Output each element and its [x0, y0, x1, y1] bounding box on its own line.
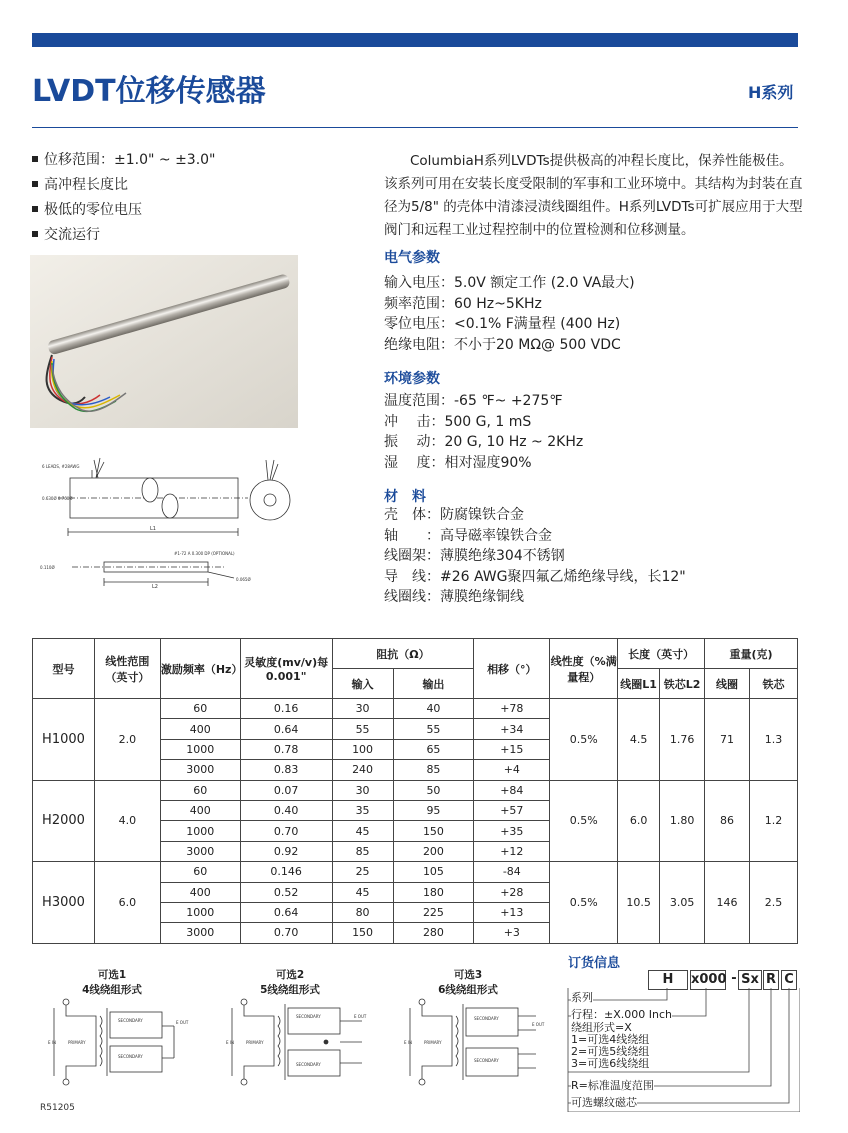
table-cell: 0.07	[240, 780, 332, 800]
feature-item: 高冲程长度比	[32, 173, 216, 198]
model-cell: H1000	[33, 699, 95, 781]
spec-line: 冲 击：500 G, 1 mS	[384, 413, 532, 430]
table-cell: -84	[474, 862, 550, 882]
table-cell: +57	[474, 800, 550, 820]
materials-heading: 材 料	[384, 489, 426, 505]
order-label: R=标准温度范围	[571, 1079, 654, 1092]
length-cell: 1.80	[660, 780, 705, 862]
weight-cell: 1.3	[750, 699, 798, 781]
table-cell: 400	[160, 719, 240, 739]
table-cell: 0.64	[240, 902, 332, 922]
spec-line: 壳 体：防腐镍铁合金	[384, 507, 524, 523]
table-cell: 3000	[160, 760, 240, 780]
spec-line: 线圈架：薄膜绝缘304不锈钢	[384, 548, 565, 564]
order-heading: 订货信息	[568, 956, 621, 971]
table-cell: 1000	[160, 821, 240, 841]
table-cell: 400	[160, 882, 240, 902]
linearity-cell: 0.5%	[550, 862, 618, 944]
primary-label: PRIMARY	[68, 1040, 86, 1045]
range-cell: 2.0	[94, 699, 160, 781]
table-cell: 0.92	[240, 841, 332, 861]
length-cell: 6.0	[618, 780, 660, 862]
table-cell: 0.78	[240, 739, 332, 759]
table-cell: 60	[160, 862, 240, 882]
table-cell: 95	[393, 800, 474, 820]
spec-line: 轴 ：高导磁率镍铁合金	[384, 527, 552, 544]
environment-specs	[384, 391, 583, 473]
spec-line: 线圈线：薄膜绝缘铜线	[384, 589, 524, 605]
table-cell: 0.146	[240, 862, 332, 882]
primary-label: PRIMARY	[246, 1040, 264, 1045]
model-cell: H2000	[33, 780, 95, 862]
spec-table	[32, 638, 798, 944]
length-cell: 10.5	[618, 862, 660, 944]
leads-label: 6 LEADS, #28AWG	[42, 464, 80, 469]
secondary-label: SECONDARY	[296, 1062, 321, 1067]
table-cell: 0.64	[240, 719, 332, 739]
order-code-box: H	[648, 970, 688, 990]
order-code-box: x000	[690, 970, 726, 990]
table-cell: +13	[474, 902, 550, 922]
range-cell: 6.0	[94, 862, 160, 944]
series-label: H系列	[748, 83, 794, 102]
col-subheader: 输出	[393, 669, 474, 699]
weight-cell: 2.5	[750, 862, 798, 944]
table-cell: 150	[393, 821, 474, 841]
table-cell: 0.16	[240, 699, 332, 719]
dimension-drawing	[38, 448, 310, 588]
table-cell: 45	[332, 821, 393, 841]
col-header: 线性度（%满量程）	[550, 639, 618, 699]
dim-label: 0.110Ø	[40, 565, 55, 570]
product-photo	[30, 255, 298, 428]
spec-line: 绝缘电阻：不小于20 MΩ@ 500 VDC	[384, 336, 621, 353]
spec-line: 湿 度：相对湿度90%	[384, 454, 532, 471]
feature-item: 交流运行	[32, 223, 216, 248]
spec-line: 温度范围：-65 ℉~ +275℉	[384, 393, 563, 409]
col-header: 阻抗（Ω）	[332, 639, 474, 669]
table-cell: +78	[474, 699, 550, 719]
order-label-group: 绕组形式=X 1=可选4线绕组 2=可选5线绕组 3=可选6线绕组	[571, 1021, 650, 1070]
secondary-label: SECONDARY	[474, 1058, 499, 1063]
thread-label: #1-72 A 0.300 DP (OPTIONAL)	[174, 551, 235, 556]
page-title: LVDT位移传感器	[32, 74, 266, 109]
col-header: 重量(克)	[705, 639, 798, 669]
table-cell: 0.70	[240, 821, 332, 841]
col-subheader: 铁芯	[750, 669, 798, 699]
table-cell: 3000	[160, 841, 240, 861]
table-cell: +4	[474, 760, 550, 780]
weight-cell: 1.2	[750, 780, 798, 862]
electrical-heading: 电气参数	[384, 250, 440, 266]
feature-item: 位移范围：±1.0" ~ ±3.0"	[32, 148, 216, 173]
wiring-diagram-4wire	[44, 996, 194, 1088]
length-cell: 1.76	[660, 699, 705, 781]
wiring-diagram-6wire	[400, 996, 550, 1088]
order-label: 可选螺纹磁芯	[571, 1096, 637, 1109]
ein-label: E IN	[48, 1040, 56, 1045]
order-code-box: -	[728, 970, 740, 988]
l2-label: L2	[152, 584, 158, 588]
secondary-label: SECONDARY	[296, 1014, 321, 1019]
spec-line: 零位电压：<0.1% F满量程 (400 Hz)	[384, 316, 621, 332]
table-cell: 180	[393, 882, 474, 902]
spec-line: 振 动：20 G, 10 Hz ~ 2KHz	[384, 434, 584, 450]
col-header: 灵敏度(mv/v)每0.001"	[240, 639, 332, 699]
table-cell: 0.83	[240, 760, 332, 780]
spec-line: 输入电压：5.0V 额定工作 (2.0 VA最大)	[384, 275, 635, 291]
table-cell: 3000	[160, 923, 240, 943]
col-subheader: 输入	[332, 669, 393, 699]
secondary-label: SECONDARY	[474, 1016, 499, 1021]
table-cell: +28	[474, 882, 550, 902]
eout-label: E OUT	[532, 1022, 545, 1027]
table-cell: 30	[332, 780, 393, 800]
order-label: 行程：±X.000 Inch	[571, 1008, 672, 1021]
table-cell: 65	[393, 739, 474, 759]
feature-item: 极低的零位电压	[32, 198, 216, 223]
table-cell: 1000	[160, 902, 240, 922]
table-cell: 45	[332, 882, 393, 902]
table-cell: 225	[393, 902, 474, 922]
table-cell: 30	[332, 699, 393, 719]
length-cell: 4.5	[618, 699, 660, 781]
model-cell: H3000	[33, 862, 95, 944]
secondary-label: SECONDARY	[118, 1018, 143, 1023]
col-header: 型号	[33, 639, 95, 699]
table-cell: +84	[474, 780, 550, 800]
table-cell: 105	[393, 862, 474, 882]
weight-cell: 86	[705, 780, 750, 862]
top-banner	[32, 33, 798, 47]
col-subheader: 线圈	[705, 669, 750, 699]
col-header: 线性范围（英寸）	[94, 639, 160, 699]
eout-label: E OUT	[354, 1014, 367, 1019]
table-cell: +12	[474, 841, 550, 861]
table-cell: 55	[393, 719, 474, 739]
option-title: 可选3 6线绕组形式	[438, 969, 498, 996]
table-cell: 50	[393, 780, 474, 800]
length-cell: 3.05	[660, 862, 705, 944]
linearity-cell: 0.5%	[550, 699, 618, 781]
linearity-cell: 0.5%	[550, 780, 618, 862]
range-cell: 4.0	[94, 780, 160, 862]
materials-specs	[384, 505, 686, 608]
feature-list	[32, 148, 216, 248]
col-header: 长度（英寸）	[618, 639, 705, 669]
table-cell: 280	[393, 923, 474, 943]
wiring-diagram-5wire	[222, 996, 372, 1088]
eout-label: E OUT	[176, 1020, 189, 1025]
weight-cell: 71	[705, 699, 750, 781]
table-cell: 80	[332, 902, 393, 922]
order-label: 系列	[571, 991, 593, 1004]
table-cell: +35	[474, 821, 550, 841]
order-code-box: R	[763, 970, 779, 990]
option-title: 可选1 4线绕组形式	[82, 969, 142, 996]
table-cell: +3	[474, 923, 550, 943]
ein-label: E IN	[226, 1040, 234, 1045]
table-cell: 35	[332, 800, 393, 820]
table-cell: 25	[332, 862, 393, 882]
environment-heading: 环境参数	[384, 371, 440, 387]
spec-line: 导 线：#26 AWG聚四氟乙烯绝缘导线，长12"	[384, 568, 686, 585]
col-header: 激励频率（Hz）	[160, 639, 240, 699]
table-row	[33, 699, 798, 719]
table-cell: +34	[474, 719, 550, 739]
primary-label: PRIMARY	[424, 1040, 442, 1045]
header-divider	[32, 127, 798, 128]
col-subheader: 铁芯L2	[660, 669, 705, 699]
option-title: 可选2 5线绕组形式	[260, 969, 320, 996]
table-cell: 60	[160, 699, 240, 719]
table-cell: 100	[332, 739, 393, 759]
intro-paragraph: ColumbiaH系列LVDTs提供极高的冲程长度比，保养性能极佳。该系列可用在安装长度受限制的军事和工业环境中。其结构为封装在直径为5/8" 的壳体中清漆浸渍线圈组件。H系列LVDTs可扩展应用于大型阀门和远程工业过程控制中的位置检测和位移测量。	[384, 153, 803, 238]
order-code-box: C	[781, 970, 797, 990]
table-cell: 240	[332, 760, 393, 780]
table-cell: 85	[393, 760, 474, 780]
l1-label: L1	[150, 526, 156, 532]
ein-label: E IN	[404, 1040, 412, 1045]
table-cell: 200	[393, 841, 474, 861]
table-cell: 400	[160, 800, 240, 820]
table-row	[33, 862, 798, 882]
col-header: 相移（°）	[474, 639, 550, 699]
col-subheader: 线圈L1	[618, 669, 660, 699]
table-cell: 0.40	[240, 800, 332, 820]
secondary-label: SECONDARY	[118, 1054, 143, 1059]
weight-cell: 146	[705, 862, 750, 944]
order-code-box: Sx	[738, 970, 762, 990]
dim-label: 0.630Ø 0.760Ø	[42, 496, 73, 501]
table-cell: 40	[393, 699, 474, 719]
electrical-specs	[384, 273, 635, 355]
table-cell: +15	[474, 739, 550, 759]
table-cell: 85	[332, 841, 393, 861]
table-cell: 60	[160, 780, 240, 800]
table-cell: 55	[332, 719, 393, 739]
document-code: R51205	[40, 1103, 75, 1113]
table-row	[33, 780, 798, 800]
dim-label: 0.065Ø	[236, 577, 251, 582]
table-cell: 0.70	[240, 923, 332, 943]
table-cell: 150	[332, 923, 393, 943]
table-cell: 0.52	[240, 882, 332, 902]
spec-line: 频率范围：60 Hz~5KHz	[384, 295, 542, 312]
table-cell: 1000	[160, 739, 240, 759]
